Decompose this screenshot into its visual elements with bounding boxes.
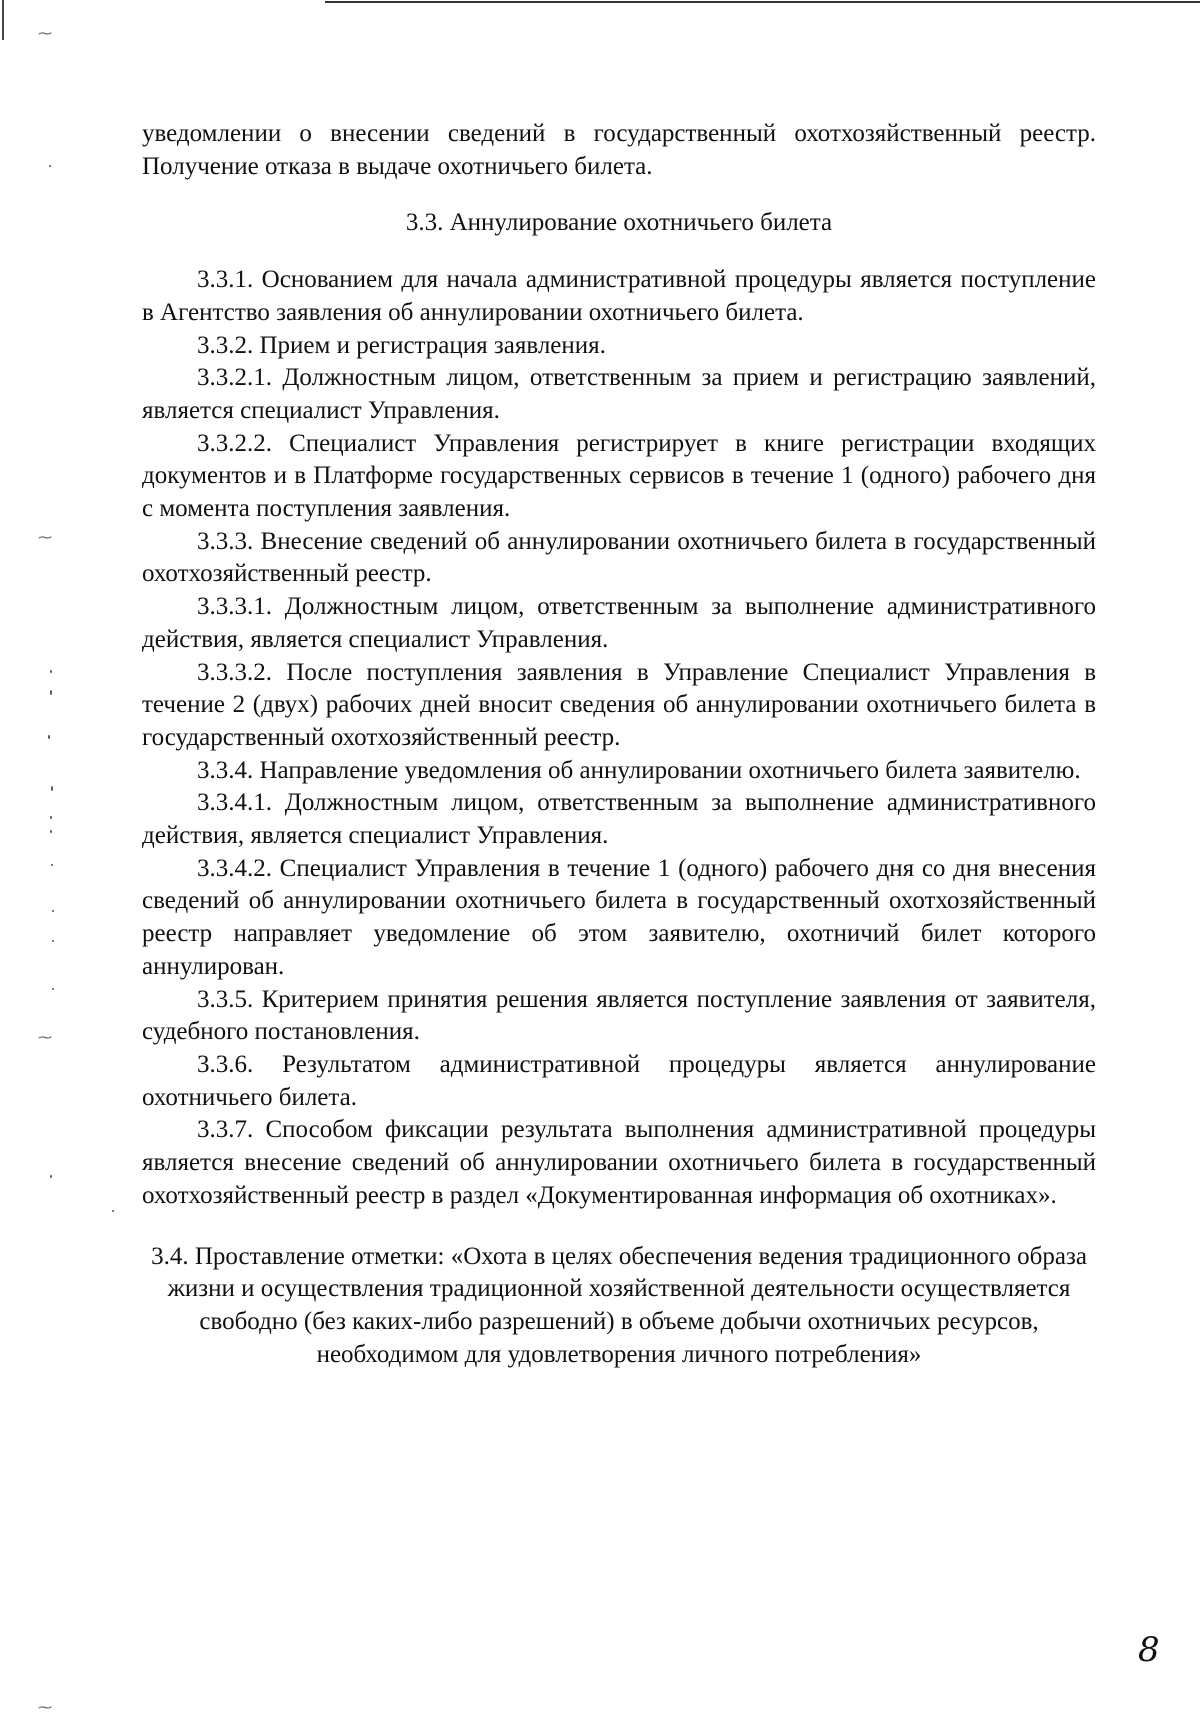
scan-speck	[50, 830, 52, 833]
paragraph-3-3-3-2: 3.3.3.2. После поступления заявления в Управление Специалист Управления в течение 2 (двух) рабочих дней вносит сведения об аннулировании охотничьего билета в государственный охотхозяйственный реестр.	[142, 658, 1096, 751]
scan-speck	[52, 940, 54, 942]
scan-speck	[50, 690, 52, 695]
paragraph-3-3-6: 3.3.6. Результатом административной процедуры является аннулирование охотничьего билета.	[142, 1050, 1096, 1111]
paragraph-3-3-4: 3.3.4. Направление уведомления об аннулировании охотничьего билета заявителю.	[197, 756, 1081, 784]
scan-left-edge	[2, 0, 4, 40]
paragraph-3-3-4-2: 3.3.4.2. Специалист Управления в течение 1 (одного) рабочего дня со дня внесения сведений об аннулировании охотничьего билета в государственный охотхозяйственный реестр направляет уведомление об этом заявителю, охотничий билет которого аннулирован.	[142, 854, 1096, 980]
scan-speck	[51, 786, 53, 791]
scan-speck	[49, 165, 51, 167]
scan-speck	[51, 864, 53, 866]
paragraph-3-3-2: 3.3.2. Прием и регистрация заявления.	[197, 331, 606, 359]
paragraph-3-3-2-1: 3.3.2.1. Должностным лицом, ответственным за прием и регистрацию заявлений, является специалист Управления.	[142, 364, 1096, 424]
paragraph-3-3-3-1: 3.3.3.1. Должностным лицом, ответственным за выполнение административного действия, является специалист Управления.	[142, 593, 1096, 653]
section-heading-3-4: 3.4. Проставление отметки: «Охота в целях обеспечения ведения традиционного образа жизни и осуществления традиционной хозяйственной деятельности осуществляется свободно (без каких-либо разрешений) в объеме добычи охотничьих ресурсов, необходимом для удовлетворения личного потребления»	[151, 1242, 1087, 1368]
scan-top-edge	[325, 1, 1200, 3]
scan-speck	[52, 988, 54, 990]
binder-hole-mark: ⁓	[38, 26, 52, 42]
paragraph-3-3-2-2: 3.3.2.2. Специалист Управления регистрирует в книге регистрации входящих документов и в Платформе государственных сервисов в течение 1 (одного) рабочего дня с момента поступления заявления.	[142, 429, 1096, 523]
binder-hole-mark: ⁓	[38, 1700, 52, 1716]
document-body	[142, 118, 1096, 1371]
scan-speck	[112, 1210, 114, 1212]
section-heading-3-3: 3.3. Аннулирование охотничьего билета	[405, 209, 833, 237]
scan-speck	[52, 910, 54, 912]
scan-speck	[50, 816, 52, 819]
paragraph-3-3-7: 3.3.7. Способом фиксации результата выполнения административной процедуры является внесение сведений об аннулировании охотничьего билета в государственный охотхозяйственный реестр в раздел «Документированная информация об охотниках».	[142, 1116, 1096, 1209]
binder-hole-mark: ⁓	[38, 1030, 52, 1046]
page-number: 8	[1138, 1630, 1160, 1670]
scan-speck	[50, 670, 52, 673]
paragraph-3-3-3: 3.3.3. Внесение сведений об аннулировании охотничьего билета в государственный охотхозяйственный реестр.	[142, 527, 1096, 588]
binder-hole-mark: ⁓	[38, 530, 52, 546]
scan-speck	[48, 735, 50, 739]
paragraph-3-3-5: 3.3.5. Критерием принятия решения является поступление заявления от заявителя, судебного постановления.	[142, 985, 1096, 1046]
paragraph-continuation: уведомлении о внесении сведений в государственный охотхозяйственный реестр. Получение отказа в выдаче охотничьего билета.	[142, 120, 1096, 180]
paragraph-3-3-4-1: 3.3.4.1. Должностным лицом, ответственным за выполнение административного действия, является специалист Управления.	[142, 789, 1096, 850]
scan-speck	[50, 1175, 52, 1178]
paragraph-3-3-1: 3.3.1. Основанием для начала административной процедуры является поступление в Агентство заявления об аннулировании охотничьего билета.	[142, 266, 1096, 326]
